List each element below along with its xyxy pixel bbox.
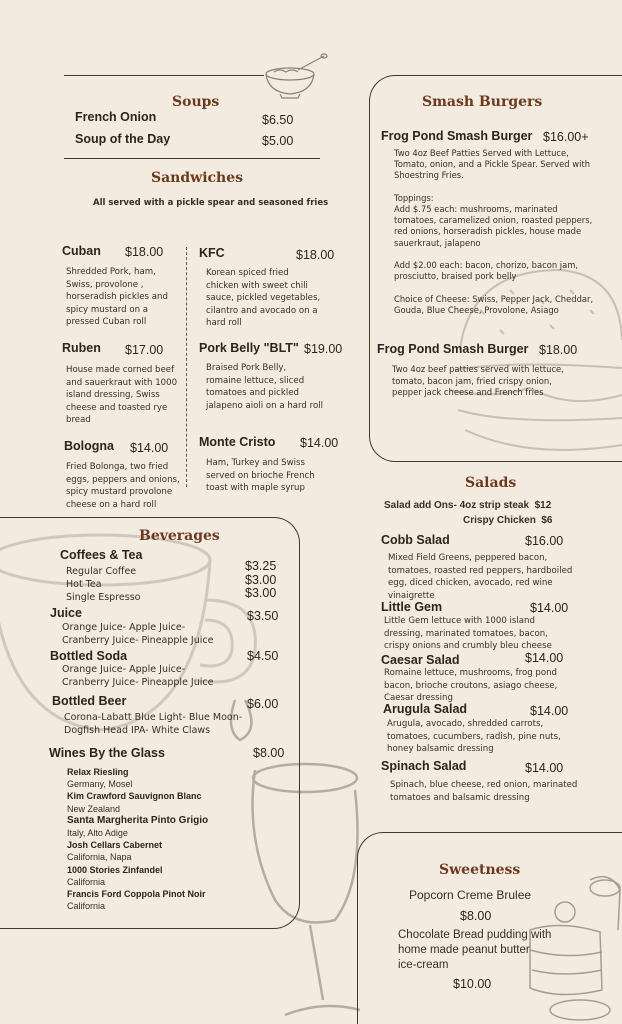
beer-desc: Corona-Labatt Blue Light- Blue Moon- Dogfish Head IPA- White Claws [64,712,243,736]
salad-name: Spinach Salad [381,759,467,773]
salads-addon-line: Crispy Chicken $6 [463,515,553,526]
dessert-name: Chocolate Bread pudding with home made peanut butter ice-cream [398,929,552,971]
salad-desc: Romaine lettuce, mushrooms, frog pond bacon, brioche croutons, asiago cheese, Caesar dressing [384,668,558,703]
salad-name: Little Gem [381,600,443,614]
soda-heading: Bottled Soda [50,649,128,663]
salad-name: Caesar Salad [381,653,460,667]
dessert-price: $10.00 [453,977,492,991]
soup-price: $5.00 [262,134,294,148]
coffee-list: Regular Coffee Hot Tea Single Espresso [66,566,141,603]
sandwich-desc: House made corned beef and sauerkraut with 1000 island dressing, Swiss cheese and toasted rye bread [66,365,178,425]
dessert-price: $8.00 [460,909,492,923]
sandwich-desc: Shredded Pork, ham, Swiss, provolone , horseradish pickles and spicy mustard on a pressed Cuban roll [66,267,168,327]
burger-name: Frog Pond Smash Burger [381,129,533,143]
wines-heading: Wines By the Glass [49,746,165,760]
soup-name: French Onion [75,110,157,124]
sandwich-price: $14.00 [130,441,169,455]
sandwich-price: $17.00 [125,343,164,357]
soups-top-rule [64,75,264,76]
wine-list: Relax Riesling Germany, Mosel Kim Crawford Sauvignon Blanc New Zealand Santa Margherita Pinto Grigio Italy, Alto Adige Josh Cellars Cabernet California, Napa 1000 Stories Zinfandel California Francis Ford Coppola Pinot Noir California [67,767,209,912]
coffee-prices: $3.25 $3.00 $3.00 [245,559,277,600]
juice-desc: Orange Juice- Apple Juice- Cranberry Juice- Pineapple Juice [62,622,214,646]
burger-name: Frog Pond Smash Burger [377,342,529,356]
salad-desc: Spinach, blue cheese, red onion, marinated tomatoes and balsamic dressing [390,780,578,803]
burgers-title: Smash Burgers [422,94,543,110]
burger-price: $16.00+ [543,130,589,144]
sandwiches-title: Sandwiches [151,170,244,186]
soup-name: Soup of the Day [75,132,171,146]
soups-title: Soups [172,94,220,110]
salads-title: Salads [465,475,517,491]
sandwich-desc: Korean spiced fried chicken with sweet chili sauce, pickled vegetables, cilantro and avocado on a hard roll [206,268,321,328]
soda-price: $4.50 [247,649,279,663]
juice-heading: Juice [50,606,82,620]
soup-price: $6.50 [262,113,294,127]
burger-desc: Two 4oz Beef Patties Served with Lettuce, Tomato, onion, and a Pickle Spear. Served with Shoestring Fries. Toppings: Add $.75 each: mushrooms, marinated tomatoes, caramelized onion, roasted peppers, red onions, horseradish pickles, house made sauerkraut, jalapeno Add $2.00 each: bacon, chorizo, bacon jam, prosciutto, braised pork belly Choice of Cheese: Swiss, Pepper Jack, Cheddar, Gouda, Blue Cheese, Provolone, Asiago [394,148,594,315]
juice-price: $3.50 [247,609,279,623]
sandwich-price: $18.00 [125,245,164,259]
soda-desc: Orange Juice- Apple Juice- Cranberry Juice- Pineapple Juice [62,664,214,688]
salad-name: Cobb Salad [381,533,450,547]
salad-name: Arugula Salad [383,702,468,716]
wines-price: $8.00 [253,746,285,760]
soup-bowl-icon [262,52,328,100]
salad-desc: Mixed Field Greens, peppered bacon, tomatoes, roasted red peppers, hardboiled egg, diced chicken, avocado, red wine vinaigrette [388,553,573,601]
salad-price: $16.00 [525,534,564,548]
burger-desc: Two 4oz beef patties served with lettuce, tomato, bacon jam, fried crispy onion, pepper jack cheese and French fries [392,364,564,397]
sandwich-name: Ruben [62,341,101,355]
sandwich-price: $19.00 [304,342,343,356]
sandwich-price: $18.00 [296,248,335,262]
sandwich-name: Bologna [64,439,114,453]
beverages-title: Beverages [139,528,220,544]
sandwich-name: Cuban [62,244,101,258]
salad-price: $14.00 [525,651,564,665]
sweetness-title: Sweetness [439,862,521,878]
sandwich-name: KFC [199,246,225,260]
sandwich-name: Pork Belly "BLT" [199,341,299,355]
beer-heading: Bottled Beer [52,694,127,708]
sandwich-desc: Fried Bolonga, two fried eggs, peppers and onions, spicy mustard provolone cheese on a hard roll [66,462,180,510]
sandwich-name: Monte Cristo [199,435,276,449]
salad-price: $14.00 [530,601,569,615]
coffee-heading: Coffees & Tea [60,548,143,562]
dessert-name: Popcorn Creme Brulee [409,888,532,902]
beer-price: $6.00 [247,697,279,711]
salads-addon-line: Salad add Ons- 4oz strip steak $12 [384,500,552,511]
sandwich-desc: Braised Pork Belly, romaine lettuce, sliced tomatoes and pickled jalapeno aioli on a hard roll [206,363,323,411]
soups-bottom-rule [64,158,320,159]
burger-price: $18.00 [539,343,578,357]
salad-price: $14.00 [530,704,569,718]
sandwich-divider [186,247,187,487]
salad-price: $14.00 [525,761,564,775]
sandwich-desc: Ham, Turkey and Swiss served on brioche French toast with maple syrup [206,458,315,493]
salad-desc: Arugula, avocado, shredded carrots, tomatoes, cucumbers, radish, pine nuts, honey balsamic dressing [387,719,561,754]
salad-desc: Little Gem lettuce with 1000 island dressing, marinated tomatoes, bacon, crispy onions and crumbly bleu cheese [384,616,552,651]
sandwiches-subtitle: All served with a pickle spear and seasoned fries [93,198,329,208]
sandwich-price: $14.00 [300,436,339,450]
